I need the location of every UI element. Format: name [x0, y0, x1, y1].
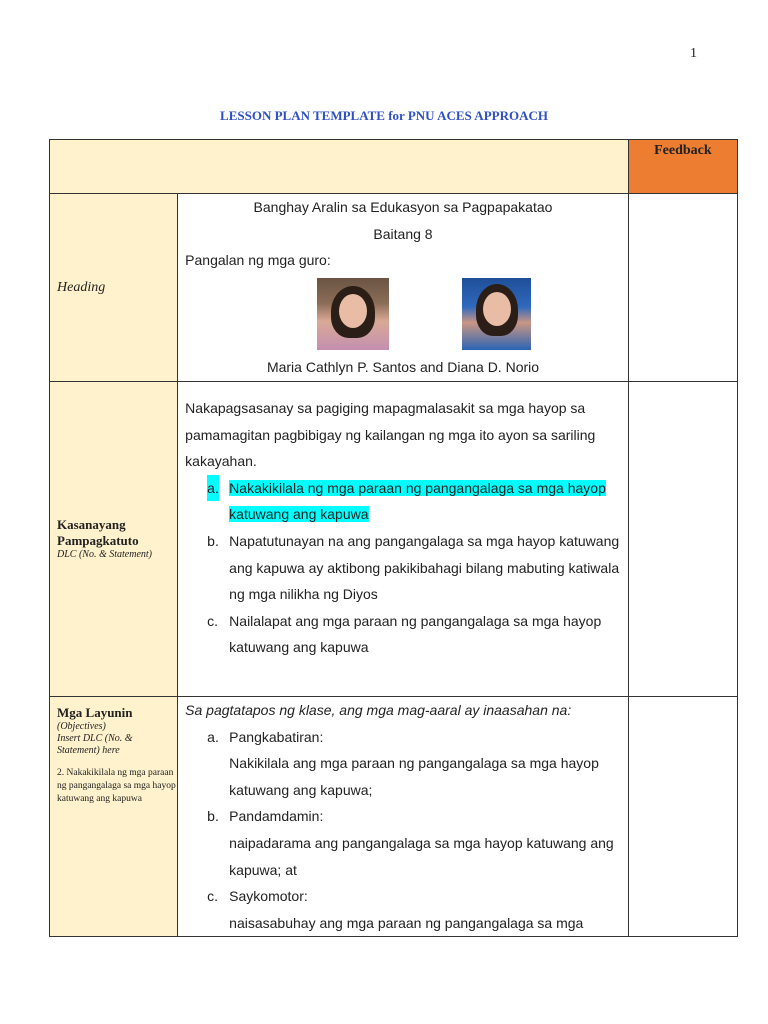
- dlc-sublabel: DLC (No. & Statement): [57, 549, 152, 560]
- dlc-label: Kasanayang Pampagkatuto: [57, 517, 139, 548]
- dlc-feedback-cell: [628, 382, 737, 697]
- dlc-row: [50, 382, 738, 697]
- dlc-label-cell: [50, 382, 178, 697]
- list-item: b. Pandamdamin: naipadarama ang pangangalaga sa mga hayop katuwang ang kapuwa; at: [207, 808, 614, 878]
- teacher-photo-1: [317, 278, 389, 350]
- list-item: a. Nakakikilala ng mga paraan ng pangangalaga sa mga hayop katuwang ang kapuwa: [229, 475, 621, 528]
- heading-row: [50, 194, 738, 382]
- heading-content: [178, 194, 629, 382]
- document-title: LESSON PLAN TEMPLATE for PNU ACES APPROACH: [220, 108, 548, 123]
- subject-title: Banghay Aralin sa Edukasyon sa Pagpapakatao: [253, 199, 553, 215]
- feedback-header: Feedback: [628, 140, 737, 194]
- objectives-list: [185, 724, 621, 937]
- objectives-sub2: Insert DLC (No. & Statement) here: [57, 733, 133, 756]
- list-item: c. Saykomotor: naisasabuhay ang mga paraan ng pangangalaga sa mga: [207, 888, 584, 931]
- objectives-content: [178, 697, 629, 937]
- list-item: b. Napatutunayan na ang pangangalaga sa mga hayop katuwang ang kapuwa ay aktibong pakikibahagi bilang mabuting katiwala ng mga nilikha ng Diyos: [207, 532, 620, 603]
- teacher-photos: [185, 274, 621, 350]
- page-number: 1: [690, 46, 697, 61]
- objectives-intro: Sa pagtatapos ng klase, ang mga mag-aaral ay inaasahan na:: [185, 702, 572, 718]
- dlc-list: [185, 475, 621, 661]
- objectives-row: [50, 697, 738, 937]
- lesson-plan-table: [49, 139, 738, 937]
- teachers-label: Pangalan ng mga guro:: [185, 252, 331, 269]
- header-row: [50, 140, 738, 194]
- heading-label: Heading: [50, 194, 178, 382]
- dlc-content: [178, 382, 629, 697]
- objectives-label: Mga Layunin: [57, 705, 133, 720]
- objectives-sub3: 2. Nakakikilala ng mga paraan ng pangangalaga sa mga hayop katuwang ang kapuwa: [57, 768, 176, 804]
- heading-feedback-cell: [628, 194, 737, 382]
- list-item: c. Nailalapat ang mga paraan ng pangangalaga sa mga hayop katuwang ang kapuwa: [207, 612, 602, 656]
- objectives-sub1: (Objectives): [57, 721, 106, 732]
- objectives-label-cell: [50, 697, 178, 937]
- dlc-intro: Nakapagsasanay sa pagiging mapagmalasakit sa mga hayop sa pamamagitan pagbibigay ng kailangan ng mga ito ayon sa sariling kakayahan.: [185, 400, 596, 470]
- list-item: a. Pangkabatiran: Nakikilala ang mga paraan ng pangangalaga sa mga hayop katuwang ang kapuwa;: [207, 728, 599, 798]
- teacher-names: Maria Cathlyn P. Santos and Diana D. Norio: [266, 358, 540, 375]
- header-blank-cell: [50, 140, 629, 194]
- objectives-feedback-cell: [628, 697, 737, 937]
- grade-level: Baitang 8: [373, 225, 433, 242]
- teacher-photo-2: [462, 278, 531, 350]
